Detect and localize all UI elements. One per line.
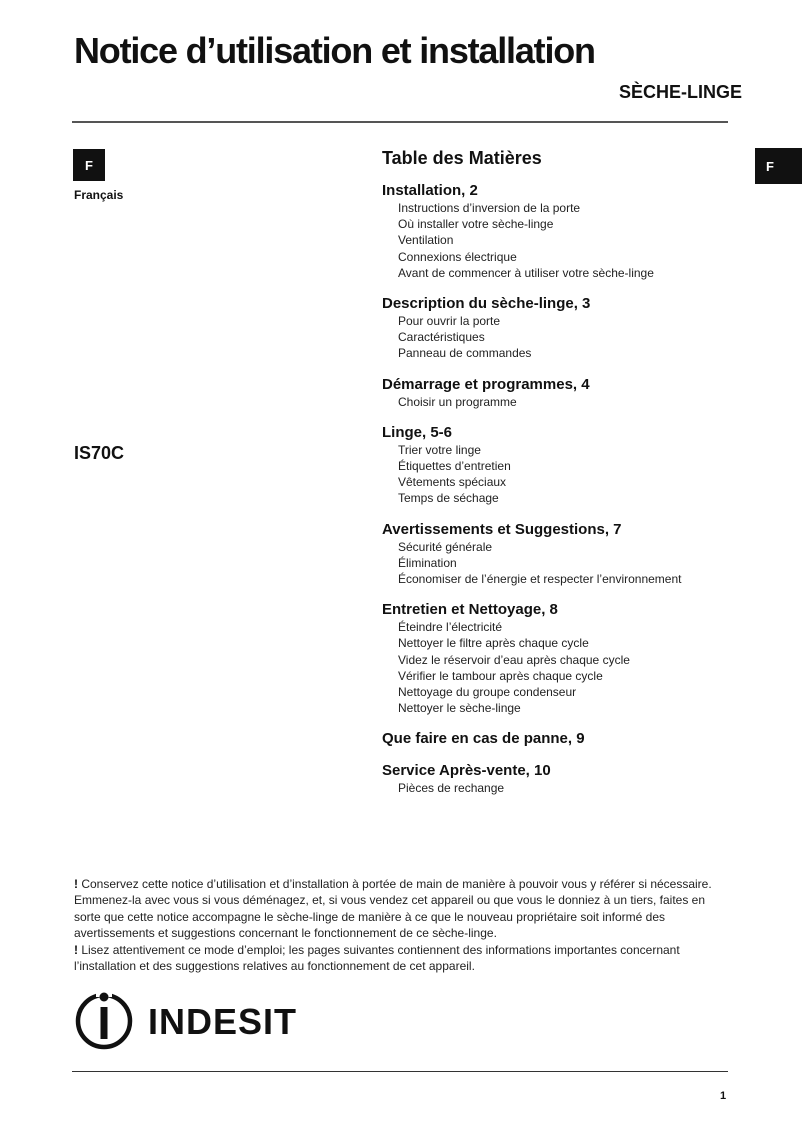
toc-section-title: Description du sèche-linge, 3 [382, 295, 591, 313]
toc-item: Vérifier le tambour après chaque cycle [398, 668, 603, 683]
toc-item: Ventilation [398, 233, 454, 248]
note-1 [74, 876, 734, 942]
toc-section-title: Service Après-vente, 10 [382, 762, 551, 780]
toc-title: Table des Matières [382, 148, 542, 168]
toc-item: Trier votre linge [398, 442, 481, 457]
toc-item: Élimination [398, 555, 457, 570]
toc-section [382, 520, 742, 588]
logo-dot [100, 993, 109, 1002]
page-number: 1 [720, 1090, 727, 1102]
toc-section-title: Installation, 2 [382, 182, 478, 199]
toc-item: Éteindre l’électricité [398, 620, 503, 635]
brand-name: INDESIT [148, 1001, 298, 1042]
toc-section [382, 181, 742, 281]
warning-mark: ! [74, 877, 78, 891]
toc-item: Videz le réservoir d’eau après chaque cycle [398, 652, 630, 667]
toc-item: Pour ouvrir la porte [398, 314, 501, 329]
toc-item: Panneau de commandes [398, 346, 532, 361]
notes [74, 876, 734, 974]
toc-item: Où installer votre sèche-linge [398, 217, 554, 232]
toc-section-title: Avertissements et Suggestions, 7 [382, 520, 622, 538]
toc-section-title: Linge, 5-6 [382, 423, 453, 441]
toc-item: Temps de séchage [398, 491, 499, 506]
toc-section [382, 761, 742, 796]
toc-item: Économiser de l’énergie et respecter l’environnement [398, 572, 682, 587]
note-1-text: Conservez cette notice d’utilisation et d’installation à portée de main de manière à pouvoir vous y référer si nécessaire. Emmenez-la avec vous si vous déménagez, et, si vous vendez cet appareil ou que vous le donniez à un tiers, faites en sorte que cette notice accompagne le sèche-linge de manière à ce que le nouveau propriétaire soit informé des avertissements et suggestions concernant le fonctionnement de ce sèche-linge. [74, 877, 712, 941]
language-label: Français [74, 188, 124, 202]
toc-item: Étiquettes d’entretien [398, 459, 511, 474]
page-title: Notice d’utilisation et installation [74, 30, 595, 71]
indesit-logo-icon [74, 988, 304, 1054]
toc-item: Avant de commencer à utiliser votre sèche-linge [398, 265, 654, 280]
toc-section-title: Que faire en cas de panne, 9 [382, 730, 585, 748]
logo-stem [101, 1007, 108, 1039]
note-2 [74, 942, 734, 975]
header-divider [72, 121, 728, 123]
toc-sections [382, 181, 742, 797]
toc-item: Instructions d’inversion de la porte [398, 201, 581, 215]
language-side-tab: F [755, 148, 802, 184]
footer-divider [72, 1071, 728, 1072]
toc-section-title: Démarrage et programmes, 4 [382, 375, 590, 393]
toc-item: Nettoyer le sèche-linge [398, 701, 521, 716]
product-type: SÈCHE-LINGE [618, 82, 742, 102]
toc-item: Choisir un programme [398, 394, 517, 409]
toc-section [382, 375, 742, 410]
warning-mark: ! [74, 942, 78, 957]
toc-item: Vêtements spéciaux [398, 475, 507, 490]
toc-item: Caractéristiques [398, 330, 485, 345]
toc-item: Nettoyage du groupe condenseur [398, 685, 577, 700]
note-2-text: Lisez attentivement ce mode d’emploi; les pages suivantes contiennent des informations importantes concernant l’installation et des suggestions relatives au fonctionnement de cet appareil. [74, 942, 680, 974]
toc-item: Nettoyer le filtre après chaque cycle [398, 636, 589, 651]
toc-item: Pièces de rechange [398, 781, 505, 796]
toc-section [382, 600, 742, 716]
table-of-contents [382, 147, 742, 810]
toc-item: Sécurité générale [398, 539, 493, 554]
toc-section [382, 729, 742, 748]
toc-section [382, 423, 742, 507]
toc-section-title: Entretien et Nettoyage, 8 [382, 601, 558, 619]
toc-section [382, 294, 742, 362]
toc-item: Connexions électrique [398, 249, 517, 264]
language-code-badge: F [73, 149, 105, 181]
model-number: IS70C [74, 443, 125, 463]
